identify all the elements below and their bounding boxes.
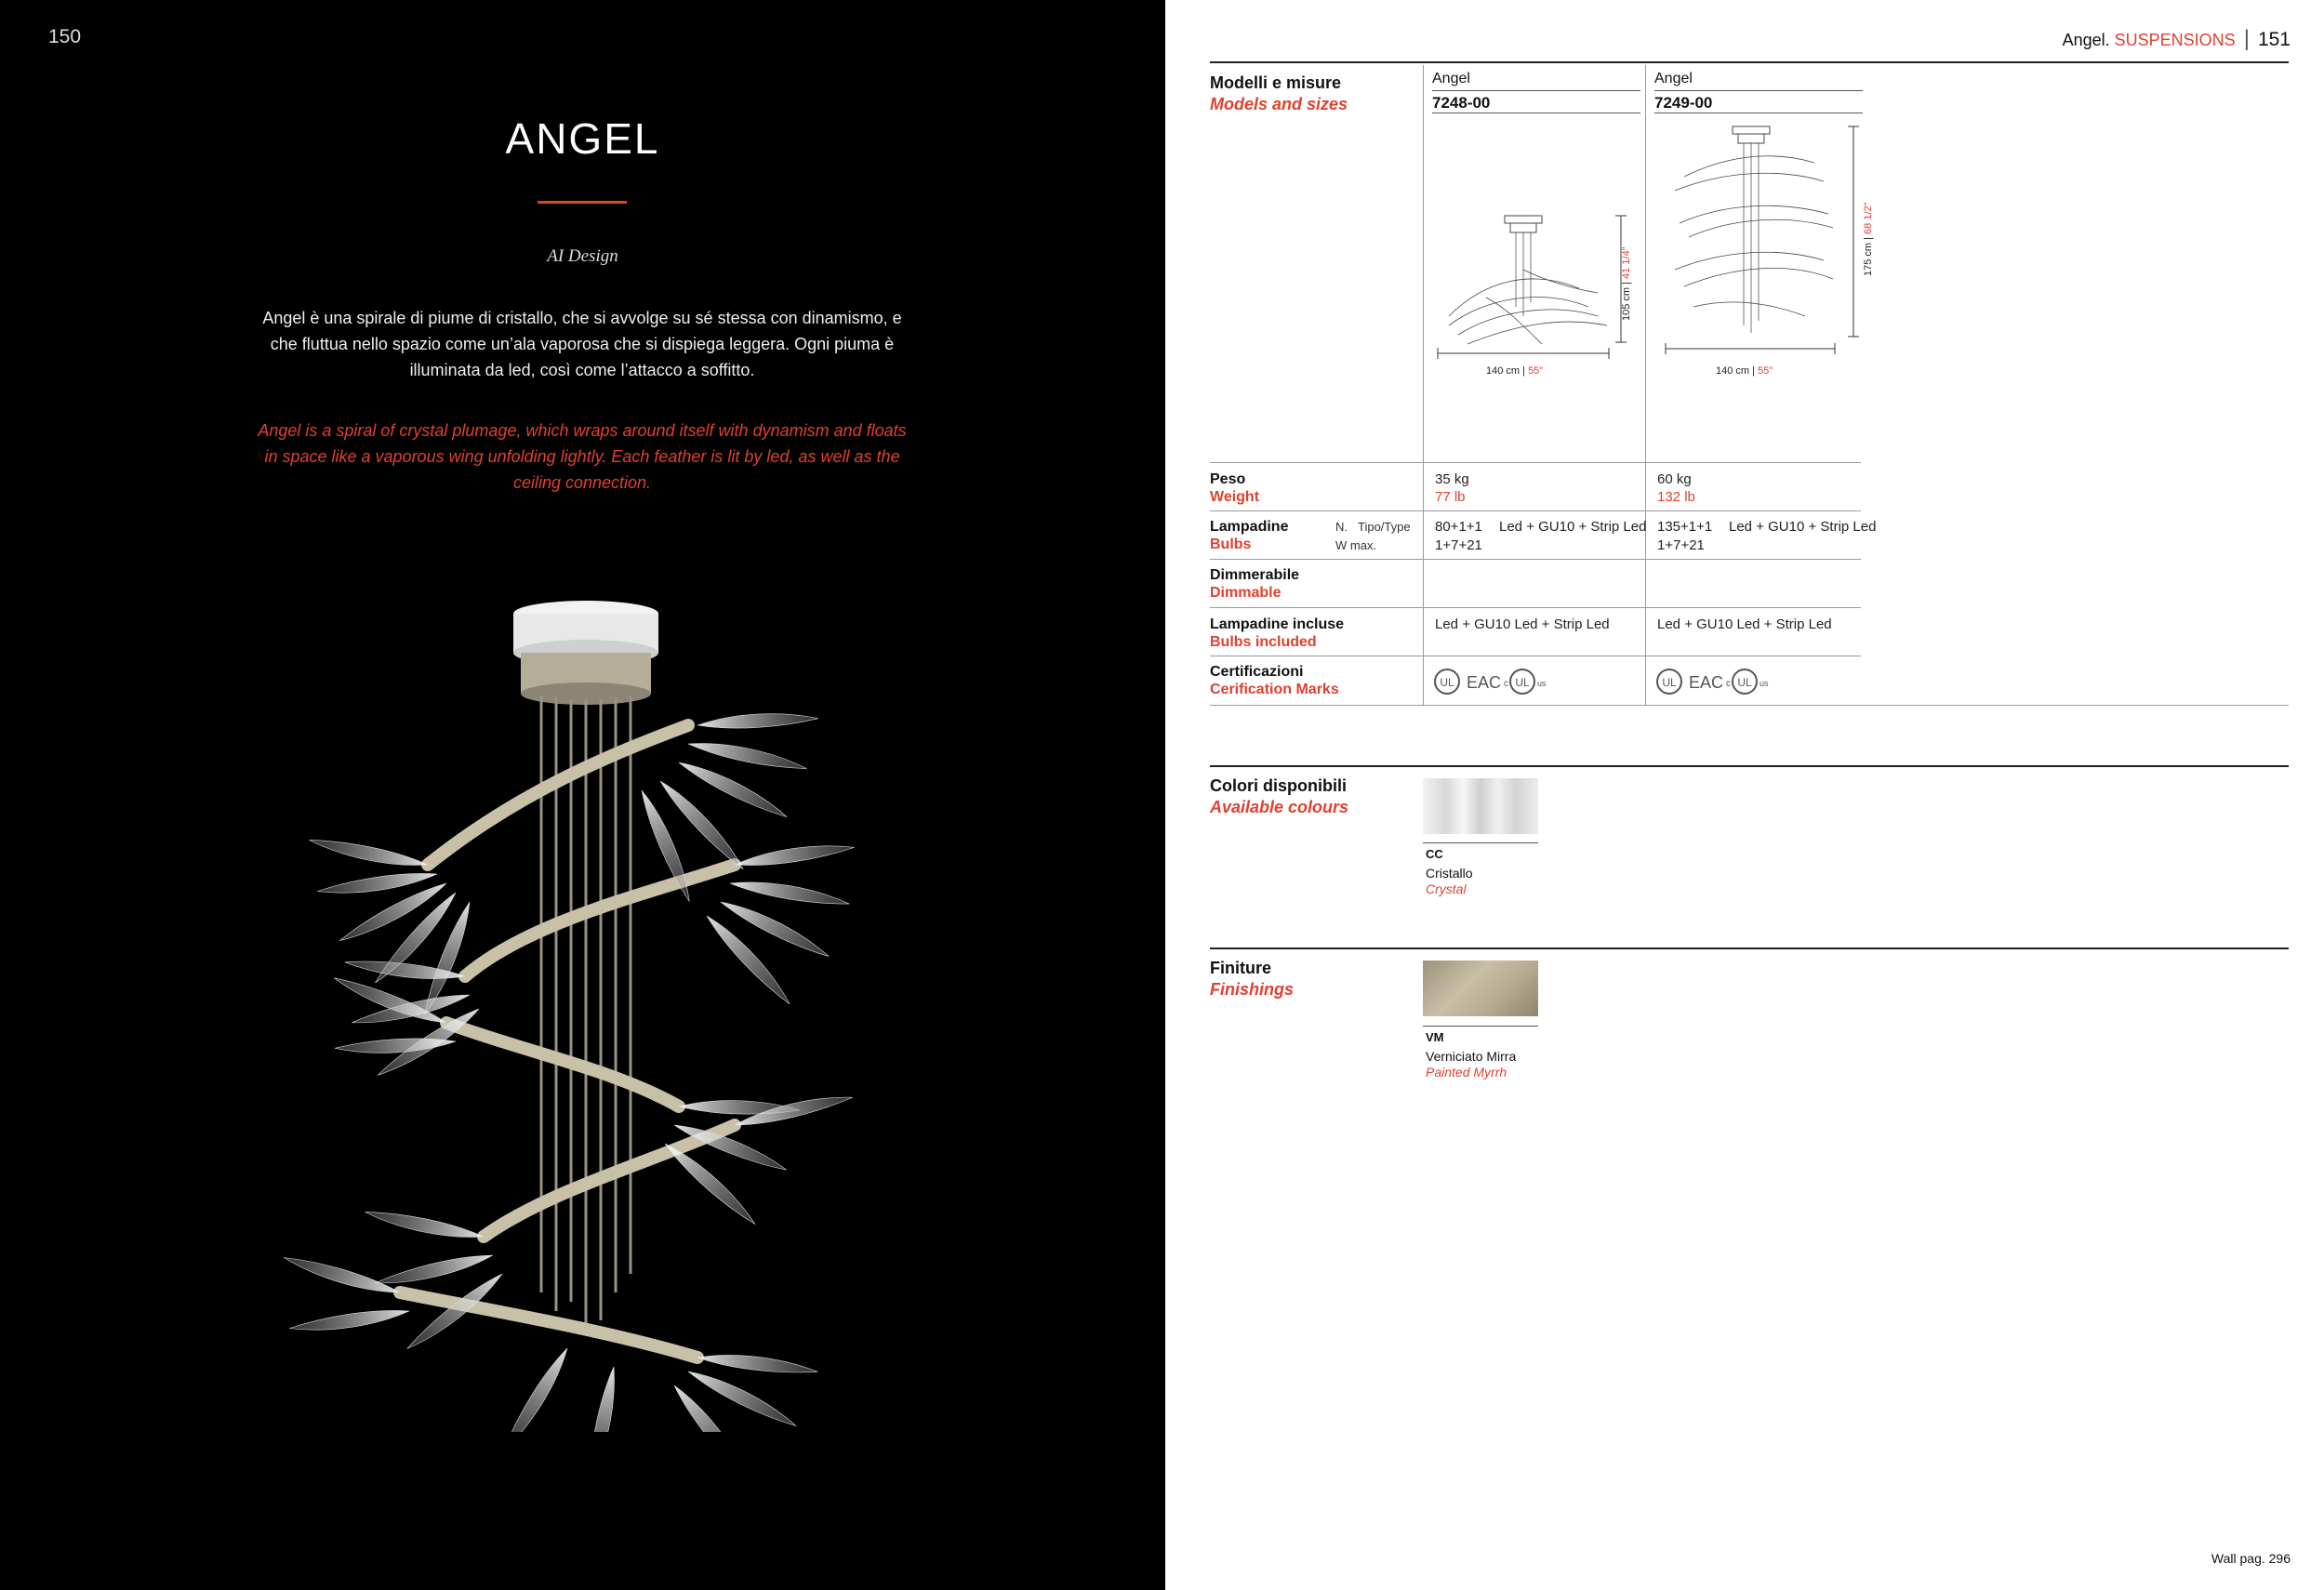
model-2-bulbs-n: 135+1+1: [1657, 519, 1713, 535]
model-2-height: [1863, 202, 1874, 276]
column-divider-1: [1423, 65, 1424, 705]
model-2-bulbs-type: Led + GU10 + Strip Led: [1729, 519, 1877, 535]
model-1-width-in: 55": [1528, 365, 1544, 377]
description-italian: Angel è una spirale di piume di cristallo, che si avvolge su sé stessa con dinamismo, e che fluttua nello spazio come un’ala vaporosa che si dispiega leggera. Ogni piuma è illuminata da led, così come l’attacco a soffitto.: [262, 309, 902, 379]
myrrh-name-en: Painted Myrrh: [1426, 1065, 1507, 1080]
model-1-c-mark: c: [1504, 679, 1508, 689]
header-rule: [1210, 61, 2289, 63]
title-underline: [538, 201, 627, 204]
model-2-cert-marks: [1655, 666, 1776, 697]
finishes-rule: [1210, 947, 2289, 949]
cert-label-en: Cerification Marks: [1210, 682, 1339, 697]
row-rule-dimmable: [1210, 559, 1861, 560]
crystal-name-en: Crystal: [1426, 881, 1467, 896]
model-2-eac-mark: EAC: [1689, 673, 1724, 692]
row-rule-bulbs: [1210, 510, 1861, 511]
model-2-weight-lb: 132 lb: [1657, 489, 1695, 505]
model-2-name: Angel: [1654, 71, 1693, 86]
finishes-label-en: Finishings: [1210, 980, 1294, 999]
product-title: ANGEL: [505, 114, 660, 163]
chandelier-photo: [214, 586, 958, 1432]
colours-rule: [1210, 765, 2289, 767]
model-2-ul-mark: UL: [1662, 676, 1677, 689]
crystal-name-it: Cristallo: [1426, 866, 1473, 881]
header-product: Angel.: [2062, 31, 2110, 49]
finishes-label: [1210, 958, 1294, 1000]
page-number-left: 150: [48, 26, 82, 47]
model-1-bulbs-included: Led + GU10 Led + Strip Led: [1435, 616, 1610, 632]
model-2-us-mark: us: [1760, 679, 1769, 688]
model-2-rule: [1654, 90, 1863, 91]
model-2-width: [1716, 365, 1773, 377]
model-1-height-in: 41 1/4": [1621, 246, 1632, 279]
model-1-us-mark: us: [1537, 679, 1547, 688]
myrrh-swatch-rule: [1423, 1026, 1538, 1027]
model-1-weight-kg: 35 kg: [1435, 471, 1469, 487]
model-1-bulbs-w: 1+7+21: [1435, 537, 1482, 553]
model-1-code: 7248-00: [1432, 94, 1491, 112]
model-1-weight-lb: 77 lb: [1435, 489, 1466, 505]
column-divider-2: [1645, 65, 1646, 705]
weight-label-it: Peso: [1210, 471, 1246, 487]
model-2-bulbs-included: Led + GU10 Led + Strip Led: [1657, 616, 1832, 632]
model-2-width-in: 55": [1758, 365, 1773, 377]
cert-label-it: Certificazioni: [1210, 664, 1304, 680]
model-1-height: [1621, 246, 1632, 321]
dimmable-label-en: Dimmable: [1210, 585, 1282, 601]
weight-label: [1210, 470, 1259, 506]
dimmable-label: [1210, 566, 1299, 602]
header-separator: |: [2243, 26, 2250, 51]
bulbs-label-it: Lampadine: [1210, 519, 1289, 535]
model-2-code: 7249-00: [1654, 94, 1713, 112]
myrrh-swatch: [1423, 961, 1538, 1016]
included-label: [1210, 616, 1344, 651]
bulbs-label: [1210, 518, 1288, 553]
description-english: Angel is a spiral of crystal plumage, which wraps around itself with dynamism and floats in space like a vaporous wing unfolding lightly. Each feather is lit by led, as well as the ceiling connection.: [258, 421, 907, 492]
model-2-bulbs-w: 1+7+21: [1657, 537, 1705, 553]
bulbs-sub-n: N.: [1335, 520, 1348, 534]
included-label-it: Lampadine incluse: [1210, 616, 1345, 632]
model-1-bulbs-n: 80+1+1: [1435, 519, 1482, 535]
models-label-it: Modelli e misure: [1210, 73, 1342, 92]
bulbs-label-en: Bulbs: [1210, 537, 1252, 552]
crystal-code: CC: [1426, 847, 1443, 861]
model-1-name: Angel: [1432, 71, 1470, 86]
model-2-width-cm: 140 cm |: [1716, 365, 1755, 377]
included-label-en: Bulbs included: [1210, 634, 1317, 650]
model-2-cul-mark: UL: [1737, 676, 1752, 689]
bulbs-sub-type: Tipo/Type: [1358, 520, 1411, 534]
model-1-cert-marks: [1433, 666, 1554, 697]
dimmable-label-it: Dimmerabile: [1210, 567, 1300, 583]
cert-label: [1210, 663, 1339, 698]
model-2-c-mark: c: [1726, 679, 1731, 689]
model-2-height-cm: 175 cm |: [1863, 237, 1874, 276]
crystal-swatch: [1423, 778, 1538, 834]
header-category: SUSPENSIONS: [2114, 31, 2236, 49]
model-1-width: [1486, 365, 1543, 377]
weight-label-en: Weight: [1210, 489, 1260, 505]
wall-page-reference: Wall pag. 296: [2211, 1551, 2291, 1566]
colours-label-en: Available colours: [1210, 798, 1349, 816]
row-rule-weight: [1210, 462, 1861, 463]
myrrh-code: VM: [1426, 1030, 1444, 1044]
model-1-ul-mark: UL: [1440, 676, 1454, 689]
models-label-en: Models and sizes: [1210, 95, 1348, 113]
colours-label-it: Colori disponibili: [1210, 776, 1347, 795]
model-1-weight: [1435, 470, 1469, 506]
model-1-bulbs-type: Led + GU10 + Strip Led: [1499, 519, 1647, 535]
model-2-weight-kg: 60 kg: [1657, 471, 1692, 487]
model-1-cul-mark: UL: [1515, 676, 1530, 689]
model-1-drawing: [1430, 205, 1635, 372]
row-rule-included: [1210, 607, 1861, 608]
myrrh-name-it: Verniciato Mirra: [1426, 1049, 1517, 1064]
page-header: [2063, 26, 2291, 52]
model-1-height-cm: 105 cm |: [1621, 282, 1632, 321]
model-1-width-cm: 140 cm |: [1486, 365, 1525, 377]
models-label: [1210, 73, 1348, 115]
colours-label: [1210, 775, 1348, 818]
model-1-eac-mark: EAC: [1467, 673, 1502, 692]
crystal-swatch-rule: [1423, 842, 1538, 843]
spec-table-bottom-rule: [1210, 705, 2289, 706]
designer-credit: AI Design: [547, 246, 618, 266]
finishes-label-it: Finiture: [1210, 959, 1271, 977]
model-1-rule: [1432, 90, 1640, 91]
model-2-height-in: 68 1/2": [1863, 202, 1874, 234]
bulbs-sub-w: W max.: [1335, 538, 1377, 552]
model-2-drawing: [1656, 121, 1866, 367]
page-number-right: 151: [2257, 29, 2291, 50]
model-2-weight: [1657, 470, 1695, 506]
right-page: [1165, 0, 2324, 1590]
